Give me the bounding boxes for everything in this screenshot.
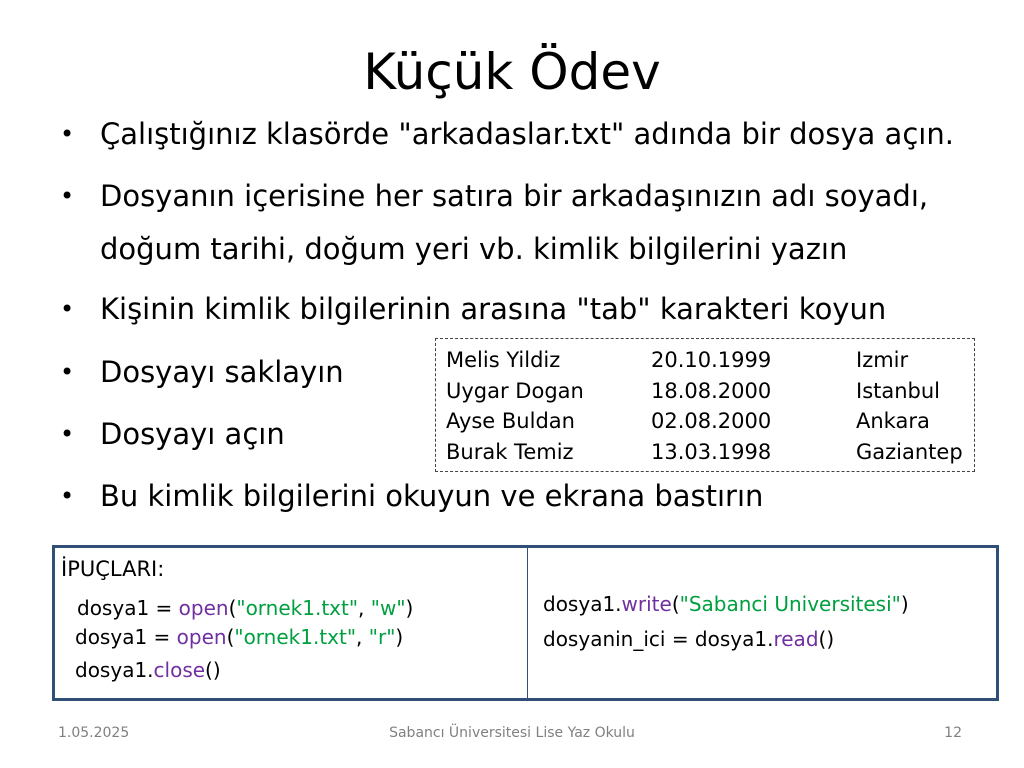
bullet-text: Dosyayı saklayın xyxy=(100,355,344,389)
bullet-dot: • xyxy=(60,358,75,386)
birthplace-cell: Izmir xyxy=(856,348,909,372)
name-cell: Ayse Buldan xyxy=(446,409,575,433)
name-cell: Burak Temiz xyxy=(446,440,574,464)
code-text: ) xyxy=(900,592,909,616)
birthplace-cell: Ankara xyxy=(856,409,930,433)
hints-divider xyxy=(527,548,528,698)
bullet-text: doğum tarihi, doğum yeri vb. kimlik bilgilerini yazın xyxy=(100,232,848,266)
bullet-dot: • xyxy=(60,295,75,323)
table-row xyxy=(446,376,976,406)
code-line-open-read xyxy=(75,623,403,651)
birthdate-cell: 02.08.2000 xyxy=(651,409,772,433)
code-string: "ornek1.txt" xyxy=(234,625,357,649)
bullet-text: Bu kimlik bilgilerini okuyun ve ekrana bastırın xyxy=(100,479,764,513)
hints-label: İPUÇLARI: xyxy=(61,557,165,581)
code-text: dosya1 = xyxy=(75,625,177,649)
table-row xyxy=(446,437,976,467)
birthdate-cell: 20.10.1999 xyxy=(651,348,772,372)
bullet-text: Kişinin kimlik bilgilerinin arasına "tab" karakteri koyun xyxy=(100,292,887,326)
hints-box xyxy=(52,545,999,701)
code-function: close xyxy=(153,658,206,682)
code-string: "w" xyxy=(370,596,406,620)
code-text: () xyxy=(205,658,221,682)
code-text: ( xyxy=(226,625,235,649)
footer-title: Sabancı Üniversitesi Lise Yaz Okulu xyxy=(389,725,635,741)
code-text: dosya1. xyxy=(75,658,154,682)
bullet-dot: • xyxy=(60,120,75,148)
birthdate-cell: 18.08.2000 xyxy=(651,379,772,403)
name-cell: Melis Yildiz xyxy=(446,348,561,372)
code-line-read xyxy=(543,625,834,653)
code-text: , xyxy=(356,625,369,649)
code-text: ( xyxy=(228,596,237,620)
code-text: dosyanin_ici = dosya1. xyxy=(543,627,774,651)
code-text: dosya1 = xyxy=(77,596,179,620)
bullet-text: Dosyanın içerisine her satıra bir arkadaşınızın adı soyadı, xyxy=(100,179,929,213)
bullet-dot: • xyxy=(60,482,75,510)
bullet-dot: • xyxy=(60,182,75,210)
code-function: read xyxy=(773,627,819,651)
code-text: ( xyxy=(671,592,680,616)
table-row xyxy=(446,345,976,375)
birthdate-cell: 13.03.1998 xyxy=(651,440,772,464)
id-info-table xyxy=(435,338,975,472)
bullet-text: Çalıştığınız klasörde "arkadaslar.txt" adında bir dosya açın. xyxy=(100,117,954,151)
bullet-dot: • xyxy=(60,420,75,448)
name-cell: Uygar Dogan xyxy=(446,379,584,403)
bullet-text: Dosyayı açın xyxy=(100,417,285,451)
page-number: 12 xyxy=(944,725,962,741)
code-line-write xyxy=(543,590,909,618)
code-text: ) xyxy=(405,596,414,620)
code-string: "r" xyxy=(368,625,396,649)
code-string: "Sabanci Universitesi" xyxy=(679,592,901,616)
code-text: , xyxy=(358,596,371,620)
code-line-close xyxy=(75,656,221,684)
birthplace-cell: Gaziantep xyxy=(856,440,963,464)
code-string: "ornek1.txt" xyxy=(236,596,359,620)
slide-title: Küçük Ödev xyxy=(363,43,661,101)
birthplace-cell: Istanbul xyxy=(856,379,941,403)
footer-date: 1.05.2025 xyxy=(58,725,130,741)
code-function: open xyxy=(176,625,227,649)
code-function: open xyxy=(178,596,229,620)
code-function: write xyxy=(621,592,672,616)
table-row xyxy=(446,406,976,436)
code-text: dosya1. xyxy=(543,592,622,616)
code-text: () xyxy=(818,627,835,651)
code-line-open-write xyxy=(77,594,413,622)
code-text: ) xyxy=(395,625,404,649)
